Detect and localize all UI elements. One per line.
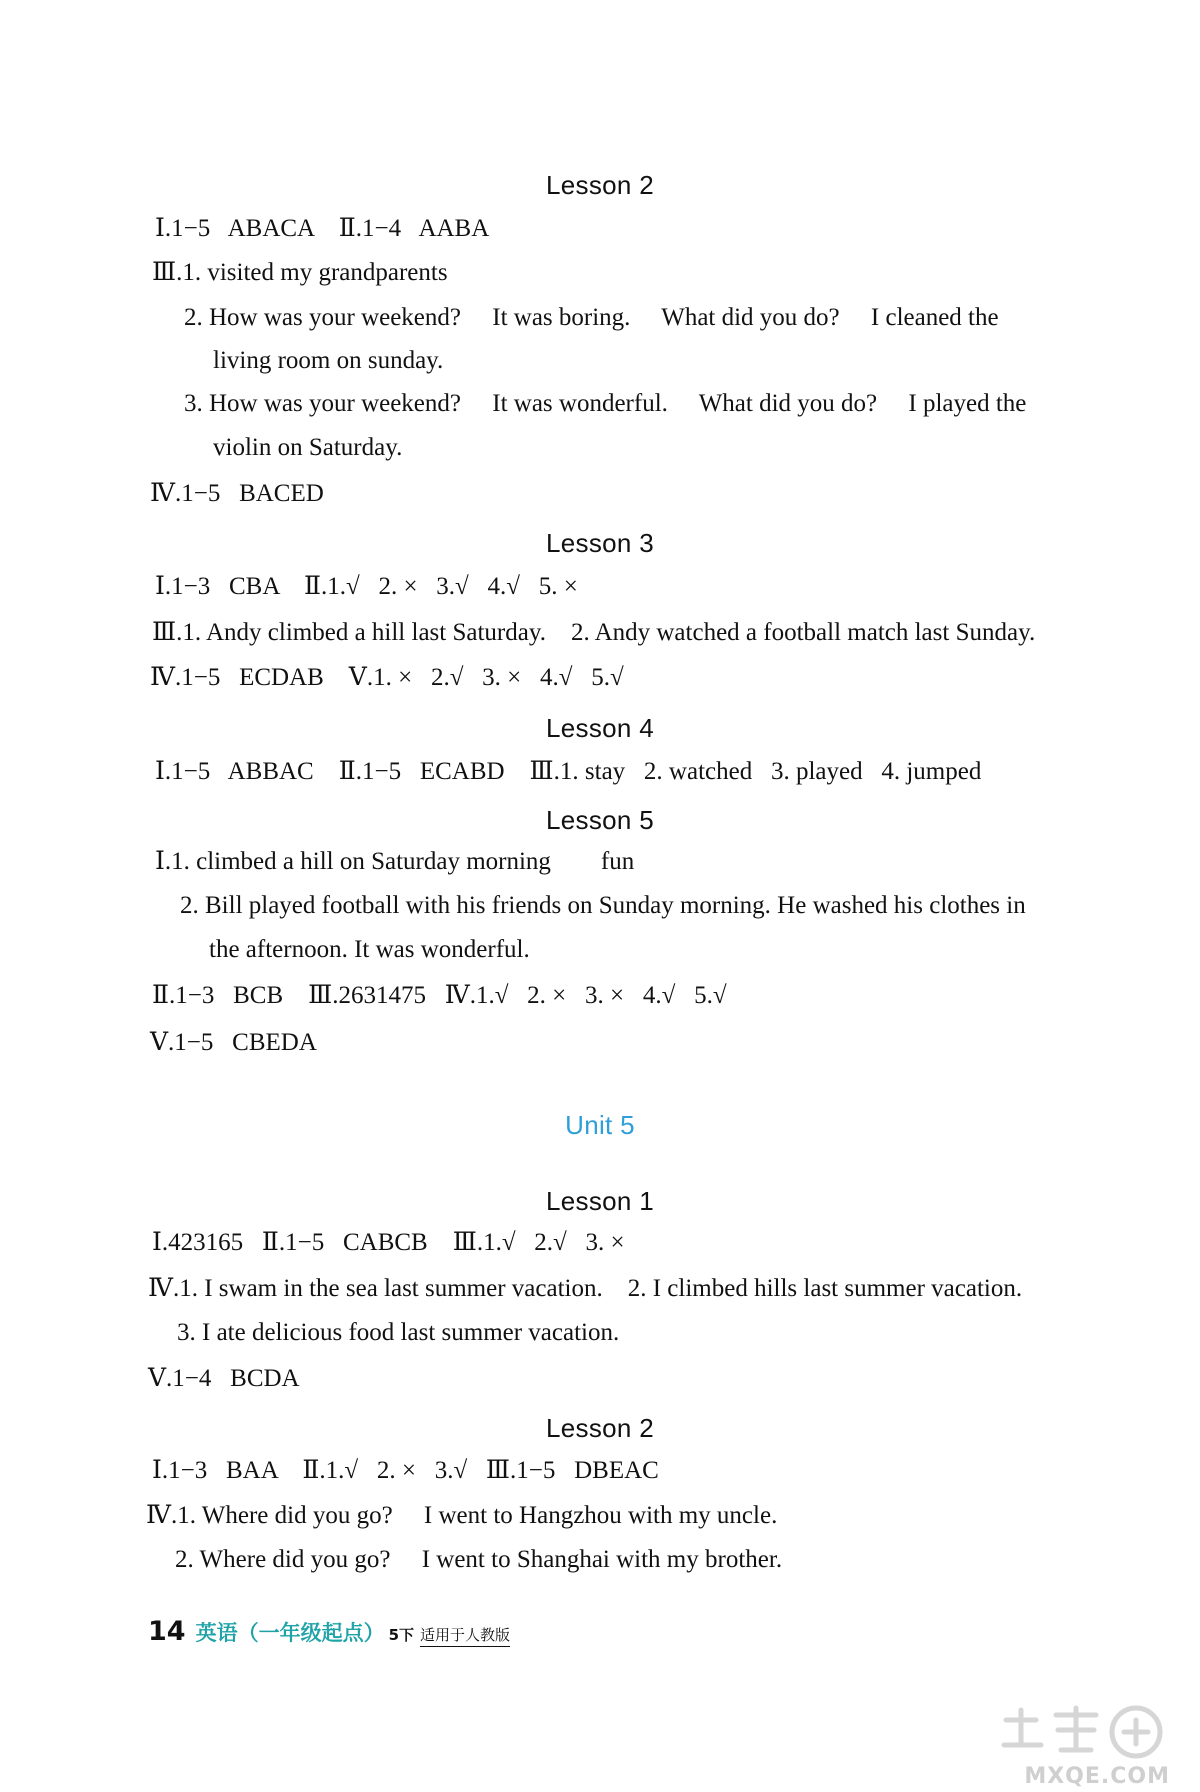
- answer-line: Ⅴ.1−5 CBEDA: [150, 1029, 317, 1056]
- unit-heading: Unit 5: [565, 1110, 635, 1140]
- section-heading: Lesson 5: [546, 805, 654, 835]
- answer-line: Ⅳ.1−5 ECDAB Ⅴ.1. × 2.√ 3. × 4.√ 5.√: [150, 664, 624, 691]
- answer-line: Ⅰ.1−5 ABACA Ⅱ.1−4 AABA: [155, 215, 490, 242]
- section-heading: Lesson 1: [546, 1186, 654, 1216]
- answer-line: 2. How was your weekend? It was boring. What did you do? I cleaned the: [184, 304, 999, 331]
- answer-line: Ⅰ.1−3 BAA Ⅱ.1.√ 2. × 3.√ Ⅲ.1−5 DBEAC: [152, 1457, 659, 1484]
- section-heading: Lesson 4: [546, 713, 654, 743]
- answer-line: Ⅳ.1. I swam in the sea last summer vacation. 2. I climbed hills last summer vacation.: [148, 1275, 1023, 1302]
- grade-label: 5下: [388, 1626, 415, 1644]
- answer-line: Ⅰ.1−5 ABBAC Ⅱ.1−5 ECABD Ⅲ.1. stay 2. watched 3. played 4. jumped: [155, 758, 982, 785]
- section-heading: Lesson 3: [546, 528, 654, 558]
- answer-line: 2. Where did you go? I went to Shanghai with my brother.: [175, 1546, 783, 1573]
- answer-line: Ⅲ.1. visited my grandparents: [152, 259, 448, 286]
- answer-line: Ⅰ.1−3 CBA Ⅱ.1.√ 2. × 3.√ 4.√ 5. ×: [155, 573, 578, 600]
- section-heading: Lesson 2: [546, 1413, 654, 1443]
- answer-line: living room on sunday.: [213, 347, 444, 374]
- subject-label: 英语（一年级起点）: [195, 1621, 385, 1645]
- page-number: 14: [148, 1616, 186, 1647]
- watermark-text: MXQE.COM: [1024, 1764, 1170, 1789]
- answer-line: Ⅱ.1−3 BCB Ⅲ.2631475 Ⅳ.1.√ 2. × 3. × 4.√ 5.√: [152, 982, 727, 1009]
- page-footer: [148, 1616, 510, 1647]
- answer-line: Ⅴ.1−4 BCDA: [148, 1365, 300, 1392]
- answer-line: Ⅲ.1. Andy climbed a hill last Saturday. 2. Andy watched a football match last Sunday.: [152, 619, 1036, 646]
- answer-line: Ⅳ.1−5 BACED: [150, 480, 324, 507]
- answer-line: 3. I ate delicious food last summer vacation.: [177, 1319, 620, 1346]
- section-heading: Lesson 2: [546, 170, 654, 200]
- edition-label: 适用于人教版: [420, 1624, 510, 1647]
- answer-line: Ⅳ.1. Where did you go? I went to Hangzhou with my uncle.: [146, 1502, 778, 1529]
- answer-line: 2. Bill played football with his friends on Sunday morning. He washed his clothes in: [180, 892, 1026, 919]
- answer-line: Ⅰ.423165 Ⅱ.1−5 CABCB Ⅲ.1.√ 2.√ 3. ×: [152, 1229, 625, 1256]
- answer-line: Ⅰ.1. climbed a hill on Saturday morning fun: [155, 848, 635, 875]
- answer-line: violin on Saturday.: [213, 434, 403, 461]
- answer-line: the afternoon. It was wonderful.: [209, 936, 530, 963]
- answer-line: 3. How was your weekend? It was wonderful. What did you do? I played the: [184, 390, 1027, 417]
